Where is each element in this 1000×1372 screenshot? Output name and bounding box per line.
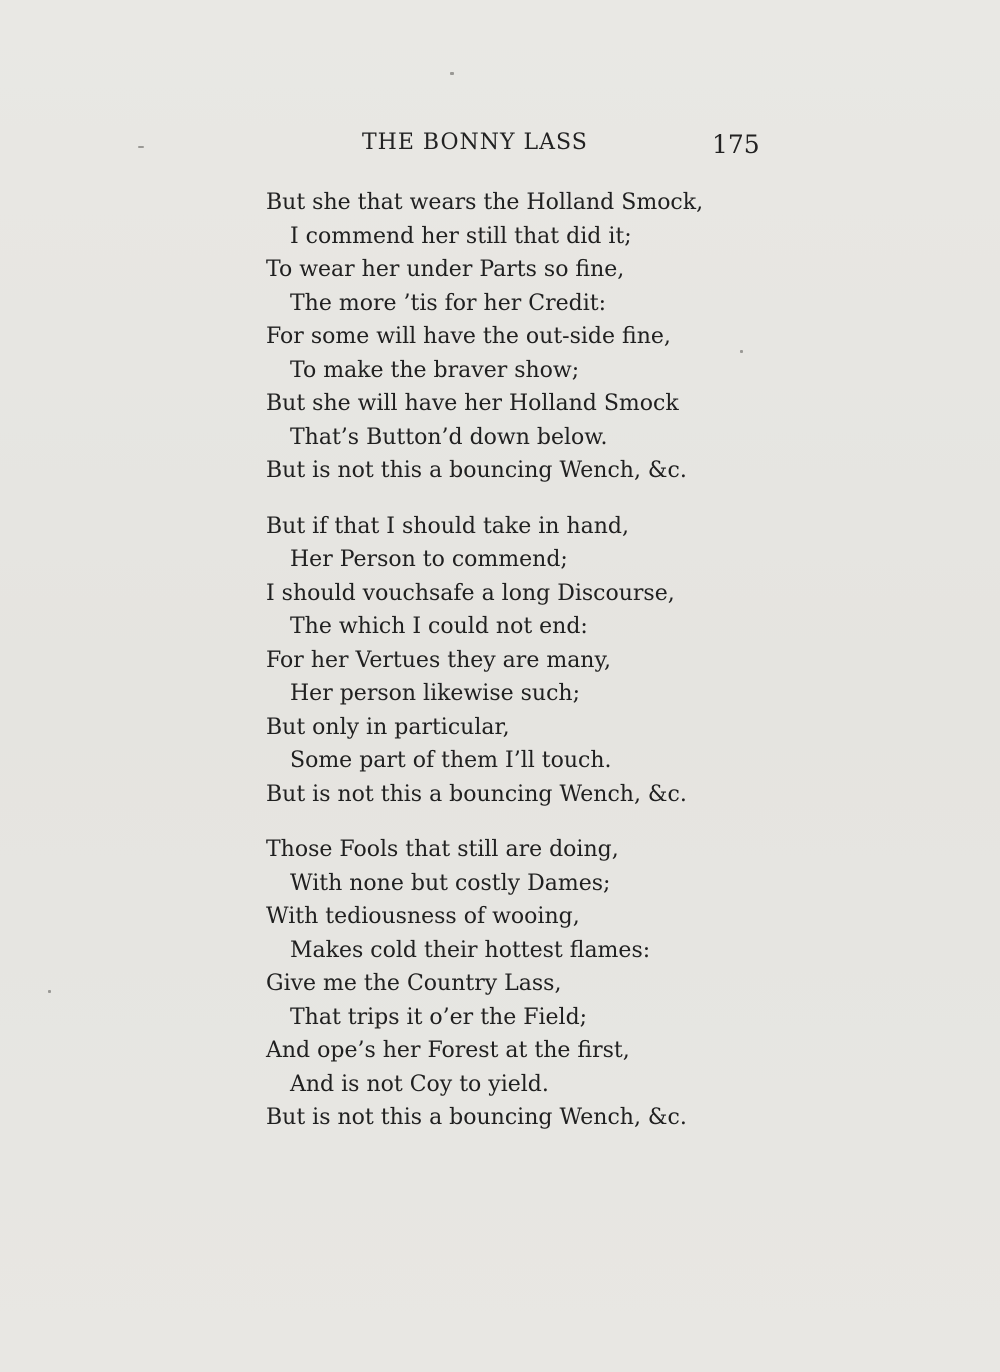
poem-line: But if that I should take in hand, (266, 513, 629, 539)
poem-body (266, 186, 786, 1157)
paper-speck (48, 990, 51, 993)
poem-line: That trips it o’er the Field; (290, 1004, 588, 1030)
poem-line: To make the braver show; (290, 357, 580, 383)
stanza (266, 510, 786, 812)
poem-line: And is not Coy to yield. (290, 1071, 549, 1097)
poem-line: I should vouchsafe a long Discourse, (266, 580, 675, 606)
poem-line: That’s Button’d down below. (290, 424, 608, 450)
page-number: 175 (712, 130, 760, 159)
paper-speck (138, 146, 144, 148)
poem-line: Some part of them I’ll touch. (290, 748, 612, 773)
poem-line: But is not this a bouncing Wench, &c. (266, 781, 687, 807)
poem-line: Makes cold their hottest flames: (290, 937, 651, 963)
poem-line: Give me the Country Lass, (266, 971, 562, 996)
stanza (266, 833, 786, 1135)
poem-line: And ope’s her Forest at the first, (266, 1038, 630, 1063)
poem-line: With none but costly Dames; (290, 870, 611, 896)
running-title: THE BONNY LASS (362, 130, 588, 155)
poem-line: But she that wears the Holland Smock, (266, 190, 704, 215)
poem-line: But she will have her Holland Smock (266, 391, 679, 416)
poem-line: But is not this a bouncing Wench, &c. (266, 458, 687, 483)
paper-speck (450, 72, 454, 75)
poem-line: But only in particular, (266, 714, 510, 740)
poem-line: I commend her still that did it; (290, 223, 632, 249)
poem-line: To wear her under Parts so fine, (266, 257, 625, 282)
stanza (266, 186, 786, 488)
poem-line: For some will have the out-side fine, (266, 324, 671, 349)
poem-line: Those Fools that still are doing, (266, 837, 619, 862)
poem-line: But is not this a bouncing Wench, &c. (266, 1105, 687, 1130)
poem-line: The more ’tis for her Credit: (290, 290, 606, 316)
poem-line: For her Vertues they are many, (266, 647, 611, 673)
poem-line: The which I could not end: (290, 614, 588, 639)
poem-line: Her Person to commend; (290, 547, 568, 572)
poem-line: Her person likewise such; (290, 681, 580, 706)
poem-line: With tediousness of wooing, (266, 904, 580, 929)
